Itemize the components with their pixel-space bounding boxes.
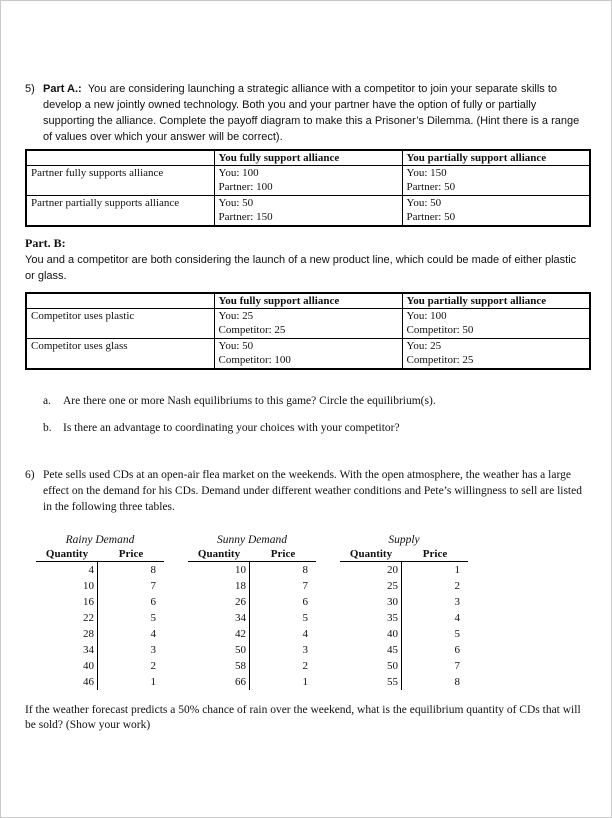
price-value: 7	[302, 580, 308, 592]
table-header	[188, 547, 316, 562]
row-label: Competitor uses glass	[26, 339, 214, 370]
sunny-demand-title: Sunny Demand	[217, 534, 287, 546]
table-row	[26, 339, 590, 370]
sunny-demand-table	[188, 533, 316, 690]
payoff-partner: Partner: 150	[218, 210, 273, 223]
part-b-text: You and a competitor are both considering the launch of a new product line, which could be made of either plastic or glass.	[25, 254, 577, 282]
quantity-value: 40	[340, 626, 402, 642]
table-row	[340, 658, 468, 674]
quantity-value: 16	[36, 594, 98, 610]
question-6	[25, 467, 589, 515]
price-header: Price	[422, 548, 448, 560]
table-row	[340, 578, 468, 594]
payoff-table-part-b	[25, 292, 591, 370]
item-b-text: Is there an advantage to coordinating your choices with your competitor?	[63, 422, 400, 434]
payoff-partner: Partner: 100	[218, 180, 273, 193]
price-value: 8	[150, 564, 156, 576]
table-row	[188, 610, 316, 626]
question-6-number: 6)	[25, 469, 35, 481]
price-value: 2	[150, 660, 156, 672]
quantity-value: 50	[340, 658, 402, 674]
table-row	[26, 166, 590, 196]
payoff-you: You: 100	[406, 310, 447, 322]
sub-item-a	[43, 394, 589, 408]
table-row	[36, 626, 164, 642]
table-row	[340, 642, 468, 658]
payoff-cell	[402, 196, 590, 227]
quantity-value: 58	[188, 658, 250, 674]
header-you-fully: You fully support alliance	[214, 293, 402, 309]
weather-tables	[36, 533, 589, 690]
row-label: Partner partially supports alliance	[26, 196, 214, 227]
payoff-competitor: Competitor: 25	[218, 323, 286, 336]
quantity-value: 35	[340, 610, 402, 626]
price-value: 3	[150, 644, 156, 656]
price-header: Price	[270, 548, 296, 560]
price-value: 7	[150, 580, 156, 592]
price-value: 4	[302, 628, 308, 640]
item-a-marker: a.	[43, 395, 51, 407]
table-row	[36, 674, 164, 690]
quantity-value: 45	[340, 642, 402, 658]
price-value: 7	[454, 660, 460, 672]
quantity-value: 42	[188, 626, 250, 642]
payoff-competitor: Competitor: 100	[218, 353, 291, 366]
page-content	[1, 1, 611, 733]
payoff-you: You: 50	[218, 340, 254, 352]
quantity-value: 26	[188, 594, 250, 610]
quantity-value: 20	[340, 562, 402, 578]
quantity-value: 50	[188, 642, 250, 658]
price-value: 8	[302, 564, 308, 576]
price-value: 5	[454, 628, 460, 640]
quantity-header: Quantity	[45, 548, 89, 560]
rainy-demand-title: Rainy Demand	[65, 534, 135, 546]
supply-table	[340, 533, 468, 690]
table-row	[340, 626, 468, 642]
supply-title: Supply	[388, 534, 420, 546]
payoff-competitor: Competitor: 50	[406, 323, 474, 336]
table-row	[340, 674, 468, 690]
payoff-cell	[214, 339, 402, 370]
question-6-body: Pete sells used CDs at an open-air flea market on the weekends. With the open atmosphere, the weather has a large effect on the demand for his CDs. Demand under different weather conditions and Pete’s willingness to sell are listed in the following three tables.	[43, 469, 582, 513]
quantity-header: Quantity	[349, 548, 393, 560]
price-value: 6	[302, 596, 308, 608]
header-blank-cell	[26, 150, 214, 166]
table-header-row	[26, 293, 590, 309]
table-row	[36, 578, 164, 594]
payoff-you: You: 150	[406, 167, 447, 179]
table-row	[340, 610, 468, 626]
price-value: 2	[302, 660, 308, 672]
payoff-you: You: 100	[218, 167, 259, 179]
quantity-value: 4	[36, 562, 98, 578]
table-row	[36, 562, 164, 578]
header-blank-cell	[26, 293, 214, 309]
price-value: 4	[150, 628, 156, 640]
header-you-fully: You fully support alliance	[214, 150, 402, 166]
header-you-partially: You partially support alliance	[402, 293, 590, 309]
quantity-value: 30	[340, 594, 402, 610]
row-label: Partner fully supports alliance	[26, 166, 214, 196]
price-value: 1	[150, 676, 156, 688]
row-label: Competitor uses plastic	[26, 309, 214, 339]
sub-item-b	[43, 421, 589, 435]
payoff-table-part-a	[25, 149, 591, 227]
table-header-row	[26, 150, 590, 166]
table-header	[340, 547, 468, 562]
price-value: 2	[454, 580, 460, 592]
payoff-competitor: Competitor: 25	[406, 353, 474, 366]
payoff-cell	[214, 196, 402, 227]
header-you-partially: You partially support alliance	[402, 150, 590, 166]
price-value: 1	[454, 564, 460, 576]
price-value: 4	[454, 612, 460, 624]
item-b-marker: b.	[43, 422, 52, 434]
quantity-value: 55	[340, 674, 402, 690]
payoff-cell	[214, 309, 402, 339]
quantity-value: 34	[188, 610, 250, 626]
quantity-value: 40	[36, 658, 98, 674]
quantity-value: 25	[340, 578, 402, 594]
question-5-body: You are considering launching a strategic alliance with a competitor to join your separate skills to develop a new jointly owned technology. Both you and your partner have the option of fully or partially supporting the alliance. Complete the payoff diagram to make this a Prisoner’s Dilemma. (Hint there is a range of values over which your answer will be correct).	[43, 83, 580, 143]
quantity-value: 34	[36, 642, 98, 658]
question-5	[25, 81, 589, 145]
payoff-you: You: 50	[218, 197, 254, 209]
price-value: 8	[454, 676, 460, 688]
table-row	[36, 658, 164, 674]
quantity-value: 66	[188, 674, 250, 690]
payoff-you: You: 50	[406, 197, 442, 209]
table-row	[188, 642, 316, 658]
table-row	[188, 626, 316, 642]
question-6-final-prompt: If the weather forecast predicts a 50% chance of rain over the weekend, what is the equilibrium quantity of CDs that will be sold? (Show your work)	[25, 704, 581, 731]
price-value: 5	[150, 612, 156, 624]
payoff-cell	[214, 166, 402, 196]
quantity-value: 46	[36, 674, 98, 690]
table-row	[26, 196, 590, 227]
table-row	[26, 309, 590, 339]
quantity-value: 22	[36, 610, 98, 626]
payoff-cell	[402, 166, 590, 196]
payoff-cell	[402, 339, 590, 370]
table-row	[188, 578, 316, 594]
quantity-value: 18	[188, 578, 250, 594]
payoff-you: You: 25	[406, 340, 442, 352]
table-row	[36, 642, 164, 658]
table-row	[36, 594, 164, 610]
quantity-value: 28	[36, 626, 98, 642]
payoff-cell	[402, 309, 590, 339]
price-value: 3	[454, 596, 460, 608]
rainy-demand-table	[36, 533, 164, 690]
payoff-you: You: 25	[218, 310, 254, 322]
question-5-text	[43, 81, 589, 145]
payoff-partner: Partner: 50	[406, 210, 456, 223]
quantity-value: 10	[36, 578, 98, 594]
part-a-label: Part A.:	[43, 83, 82, 95]
price-value: 6	[150, 596, 156, 608]
table-row	[188, 658, 316, 674]
price-value: 6	[454, 644, 460, 656]
table-row	[340, 594, 468, 610]
table-row	[188, 562, 316, 578]
table-row	[36, 610, 164, 626]
part-b-label: Part. B:	[25, 236, 66, 250]
table-row	[188, 594, 316, 610]
table-header	[36, 547, 164, 562]
price-value: 1	[302, 676, 308, 688]
price-value: 3	[302, 644, 308, 656]
question-5-number: 5)	[25, 83, 35, 95]
quantity-value: 10	[188, 562, 250, 578]
payoff-partner: Partner: 50	[406, 180, 456, 193]
price-header: Price	[118, 548, 144, 560]
table-row	[340, 562, 468, 578]
item-a-text: Are there one or more Nash equilibriums to this game? Circle the equilibrium(s).	[63, 395, 436, 407]
quantity-header: Quantity	[197, 548, 241, 560]
price-value: 5	[302, 612, 308, 624]
table-row	[188, 674, 316, 690]
